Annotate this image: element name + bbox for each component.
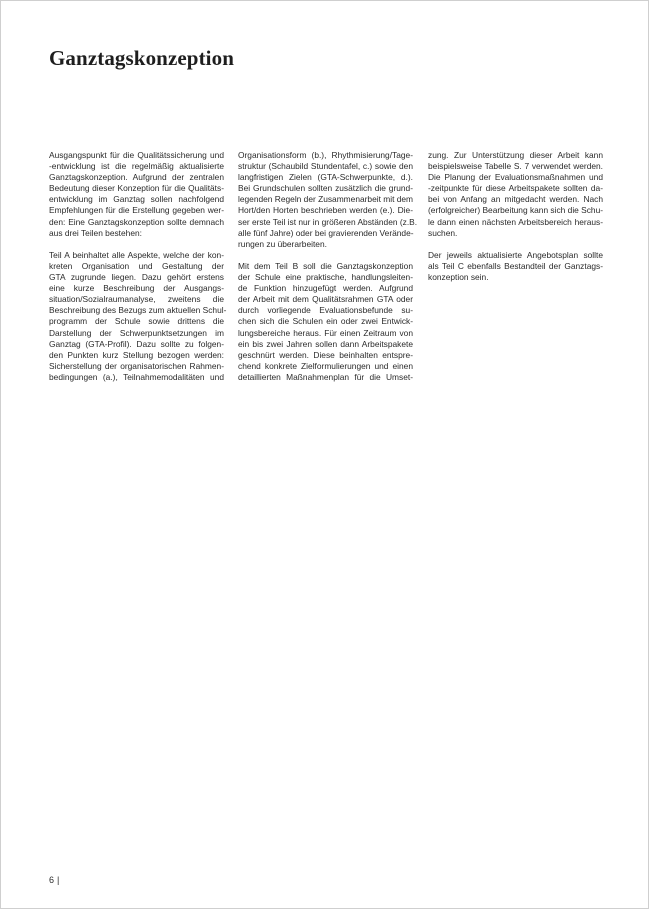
text-line: Der jeweils aktualisierte Angebotsplan sollte: [428, 249, 603, 260]
text-line: Bedeutung dieser Konzeption für die Qualitäts-: [49, 183, 224, 194]
page-title: Ganztagskonzeption: [49, 46, 234, 70]
paragraph: [49, 150, 224, 239]
text-line: als Teil C ebenfalls Bestandteil der Ganztags-: [428, 260, 603, 271]
text-line: Bei Grundschulen sollten zusätzlich die grund-: [238, 183, 413, 194]
text-line: -entwicklung ist die regelmäßig aktualisierte: [49, 161, 224, 172]
text-line: Ganztagskonzeption. Aufgrund der zentralen: [49, 172, 224, 183]
text-line: bei von Anfang an mitgedacht werden. Nach: [428, 194, 603, 205]
text-line: Teil A beinhaltet alle Aspekte, welche der kon-: [49, 249, 224, 260]
text-line: le dann einen nächsten Arbeitsbereich heraus-: [428, 216, 603, 227]
text-line: Beschreibung des Bezugs zum aktuellen Schul-: [49, 305, 227, 316]
text-line: Darstellung der Schwerpunktsetzungen im: [49, 327, 224, 338]
text-line: entwicklung im Ganztag sollen nachfolgend: [49, 194, 224, 205]
text-line: geschnürt werden. Diese beinhalten entspre-: [238, 349, 413, 360]
text-line: de Funktion hinzugefügt werden. Aufgrund: [238, 283, 413, 294]
text-line: bedingungen (a.), Teilnahmemodalitäten und: [49, 371, 224, 382]
text-line: der Schule eine praktische, handlungsleiten-: [238, 272, 413, 283]
text-line: legenden Regeln der Zusammenarbeit mit dem: [238, 194, 414, 205]
text-line: konzeption sein.: [428, 272, 489, 283]
page-footer: [49, 875, 59, 885]
text-line: Hort/den Horten beschrieben werden (e.). Die-: [238, 205, 413, 216]
text-line: Ausgangspunkt für die Qualitätssicherung und: [49, 150, 224, 160]
page-number-separator: |: [57, 875, 60, 885]
text-line: ein bis zwei Jahren sollen dann Arbeitspakete: [238, 338, 413, 349]
page-number: 6: [49, 875, 55, 885]
text-line: chend konkrete Zielformulierungen und einen: [238, 360, 413, 371]
text-line: (erfolgreicher) Bearbeitung kann sich die Schu-: [428, 205, 604, 216]
paragraph: [49, 249, 227, 383]
text-line: beispielsweise Tabelle S. 7 verwendet werden.: [428, 161, 603, 172]
text-line: zung. Zur Unterstützung dieser Arbeit kann: [428, 150, 603, 160]
text-line: Mit dem Teil B soll die Ganztagskonzeption: [238, 260, 413, 271]
text-line: alle fünf Jahre) oder bei gravierenden Verände-: [238, 227, 414, 238]
paragraph: [238, 261, 413, 383]
text-line: Empfehlungen für die Erstellung gegeben wer-: [49, 205, 224, 216]
paragraph: [238, 150, 418, 250]
text-line: situation/Sozialraumanalyse, zweitens die: [49, 294, 224, 305]
text-line: rungen zu überarbeiten.: [238, 238, 327, 249]
text-line: programm der Schule sowie drittens die: [49, 316, 224, 327]
text-line: GTA zugrunde liegen. Dazu gehört erstens: [49, 272, 224, 283]
text-line: -zeitpunkte für diese Arbeitspakete sollten da-: [428, 183, 603, 194]
text-line: ser erste Teil ist nur in größeren Abständen (z.B.: [238, 216, 418, 227]
text-line: Sicherstellung der organisatorischen Rahmen-: [49, 360, 224, 371]
text-line: langfristigen Zielen (GTA-Schwerpunkte, d.).: [238, 172, 413, 183]
text-line: chen sich die Schulen ein oder zwei Entwick-: [238, 316, 413, 327]
text-line: detaillierten Maßnahmenplan für die Umset-: [238, 371, 413, 382]
text-line: Organisationsform (b.), Rhythmisierung/Tage-: [238, 150, 413, 160]
text-line: aus drei Teilen bestehen:: [49, 227, 142, 238]
text-line: den Punkten kurz Stellung bezogen werden:: [49, 349, 224, 360]
text-column-3: [428, 150, 603, 294]
text-line: lungsbereiche heraus. Für einen Zeitraum von: [238, 327, 413, 338]
text-column-1: [49, 150, 227, 394]
text-line: Ganztag (GTA-Profil). Dazu sollte zu folgen-: [49, 338, 224, 349]
text-line: suchen.: [428, 227, 458, 238]
text-line: kreten Organisation und Gestaltung der: [49, 260, 224, 271]
text-line: den: Eine Ganztagskonzeption sollte demnach: [49, 216, 224, 227]
text-line: struktur (Schaubild Stundentafel, c.) sowie den: [238, 161, 413, 172]
paragraph: [428, 150, 603, 239]
text-line: der Arbeit mit dem Qualitätsrahmen GTA oder: [238, 294, 413, 305]
text-line: durch vorliegende Evaluationsbefunde su-: [238, 305, 413, 316]
text-column-2: [238, 150, 418, 394]
text-line: Die Planung der Evaluationsmaßnahmen und: [428, 172, 603, 183]
text-line: eine kurze Beschreibung der Ausgangs-: [49, 283, 224, 294]
paragraph: [428, 250, 603, 283]
